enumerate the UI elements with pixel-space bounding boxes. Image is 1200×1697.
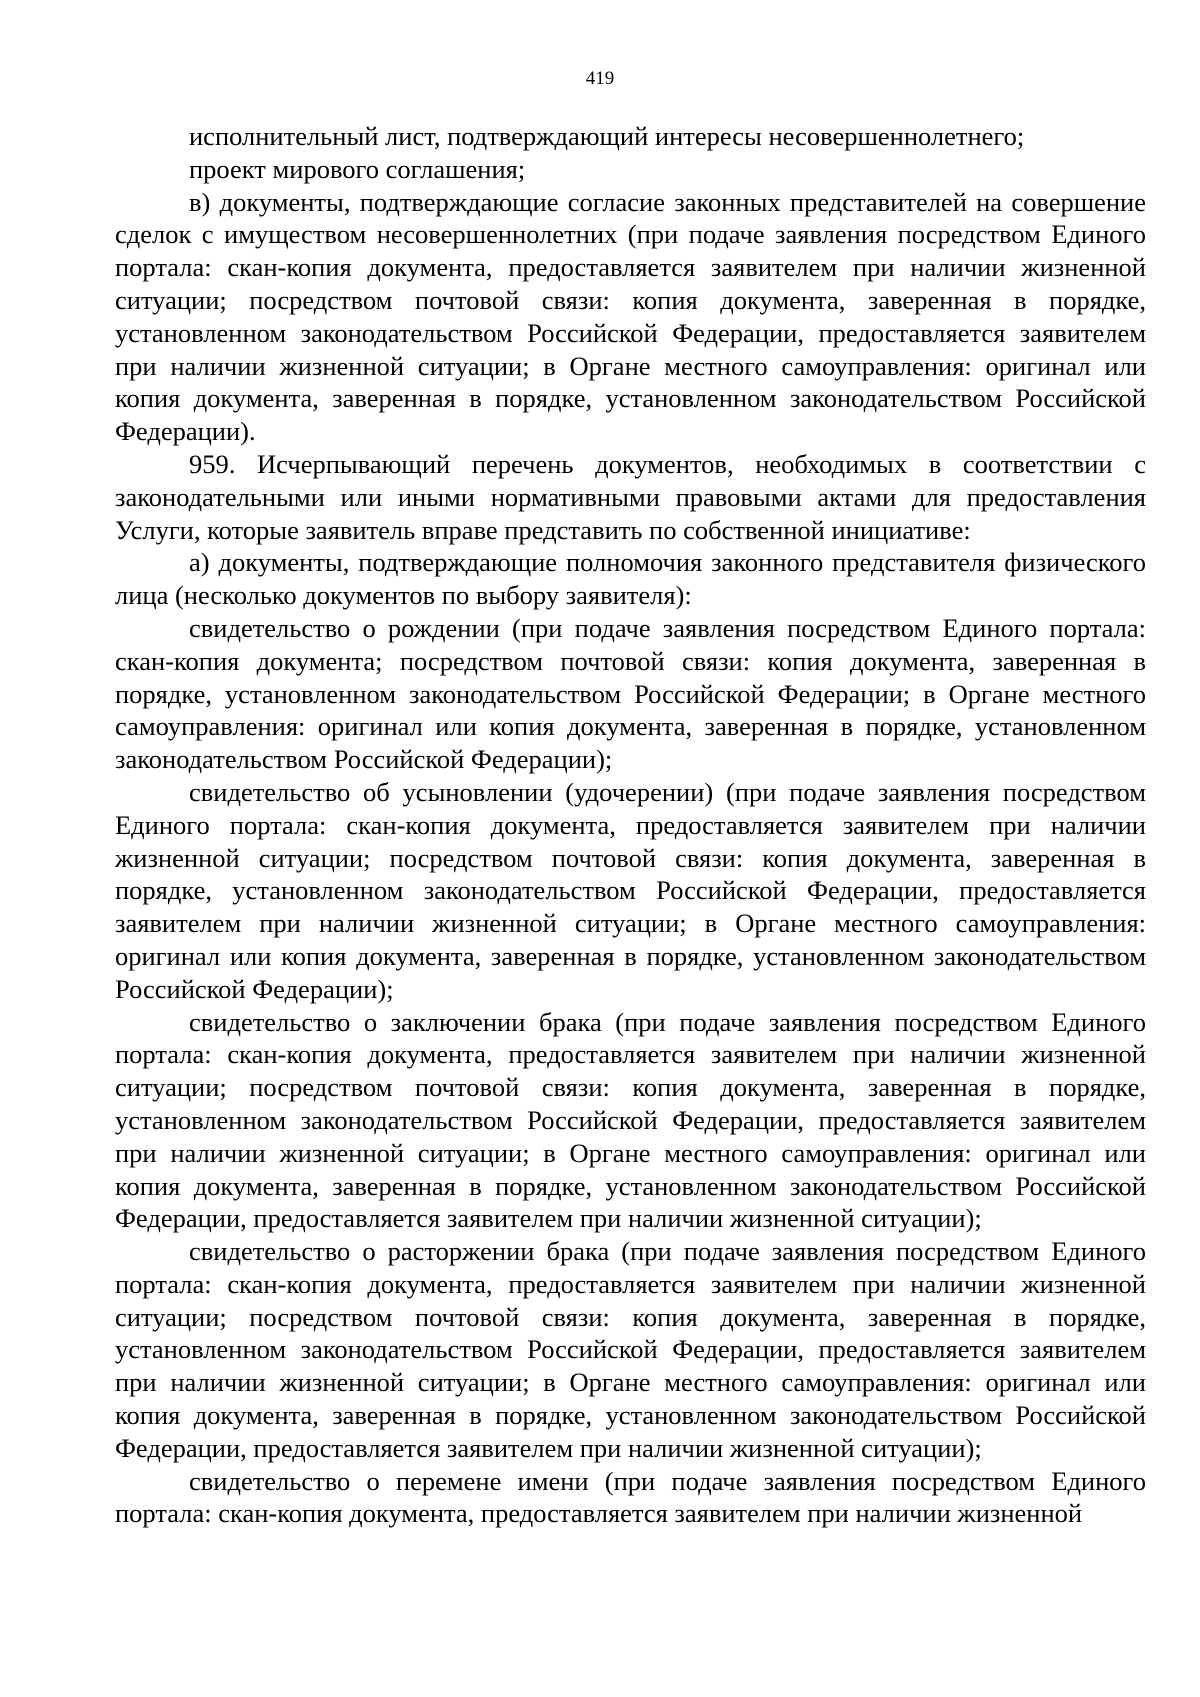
page-number: 419: [585, 68, 615, 89]
paragraph-959-exhaustive-list: 959. Исчерпывающий перечень документов, необходимых в соответствии с законодательными или иными нормативными правовыми актами для предоставления Услуги, которые заявитель вправе представить по собственной инициативе:: [115, 448, 1146, 545]
paragraph-writ-of-execution: исполнительный лист, подтверждающий интересы несовершеннолетнего;: [189, 121, 1025, 151]
paragraph-settlement-draft: проект мирового соглашения;: [189, 153, 526, 184]
paragraph-marriage-certificate: свидетельство о заключении брака (при подаче заявления посредством Единого портала: скан-копия документа, предоставляется заявителем при наличии жизненной ситуации; посредством почтовой связи: копия документа, заверенная в порядке, установленном законодательством Российской Федерации, предоставляется заявителем при наличии жизненной ситуации; в Органе местного самоуправления: оригинал или копия документа, заверенная в порядке, установленном законодательством Российской Федерации, предоставляется заявителем при наличии жизненной ситуации);: [115, 1006, 1146, 1234]
document-body: [115, 120, 1146, 1530]
paragraph-adoption-certificate: свидетельство об усыновлении (удочерении) (при подаче заявления посредством Единого портала: скан-копия документа, предоставляется заявителем при наличии жизненной ситуации; посредством почтовой связи: копия документа, заверенная в порядке, установленном законодательством Российской Федерации, предоставляется заявителем при наличии жизненной ситуации; в Органе местного самоуправления: оригинал или копия документа, заверенная в порядке, установленном законодательством Российской Федерации);: [115, 776, 1146, 1004]
paragraph-divorce-certificate: свидетельство о расторжении брака (при подаче заявления посредством Единого портала: скан-копия документа, предоставляется заявителем при наличии жизненной ситуации; посредством почтовой связи: копия документа, заверенная в порядке, установленном законодательством Российской Федерации, предоставляется заявителем при наличии жизненной ситуации; в Органе местного самоуправления: оригинал или копия документа, заверенная в порядке, установленном законодательством Российской Федерации, предоставляется заявителем при наличии жизненной ситуации);: [115, 1236, 1146, 1463]
paragraph-birth-certificate: свидетельство о рождении (при подаче заявления посредством Единого портала: скан-копия документа; посредством почтовой связи: копия документа, заверенная в порядке, установленном законодательством Российской Федерации; в Органе местного самоуправления: оригинал или копия документа, заверенная в порядке, установленном законодательством Российской Федерации);: [115, 612, 1146, 775]
paragraph-representative-authority: а) документы, подтверждающие полномочия законного представителя физического лица (несколько документов по выбору заявителя):: [115, 547, 1146, 611]
paragraph-consent-documents: в) документы, подтверждающие согласие законных представителей на совершение сделок с имуществом несовершеннолетних (при подаче заявления посредством Единого портала: скан-копия документа, предоставляется заявителем при наличии жизненной ситуации; посредством почтовой связи: копия документа, заверенная в порядке, установленном законодательством Российской Федерации, предоставляется заявителем при наличии жизненной ситуации; в Органе местного самоуправления: оригинал или копия документа, заверенная в порядке, установленном законодательством Российской Федерации).: [115, 186, 1146, 447]
paragraph-name-change-certificate: свидетельство о перемене имени (при подаче заявления посредством Единого портала: скан-копия документа, предоставляется заявителем при наличии жизненной: [115, 1465, 1146, 1529]
